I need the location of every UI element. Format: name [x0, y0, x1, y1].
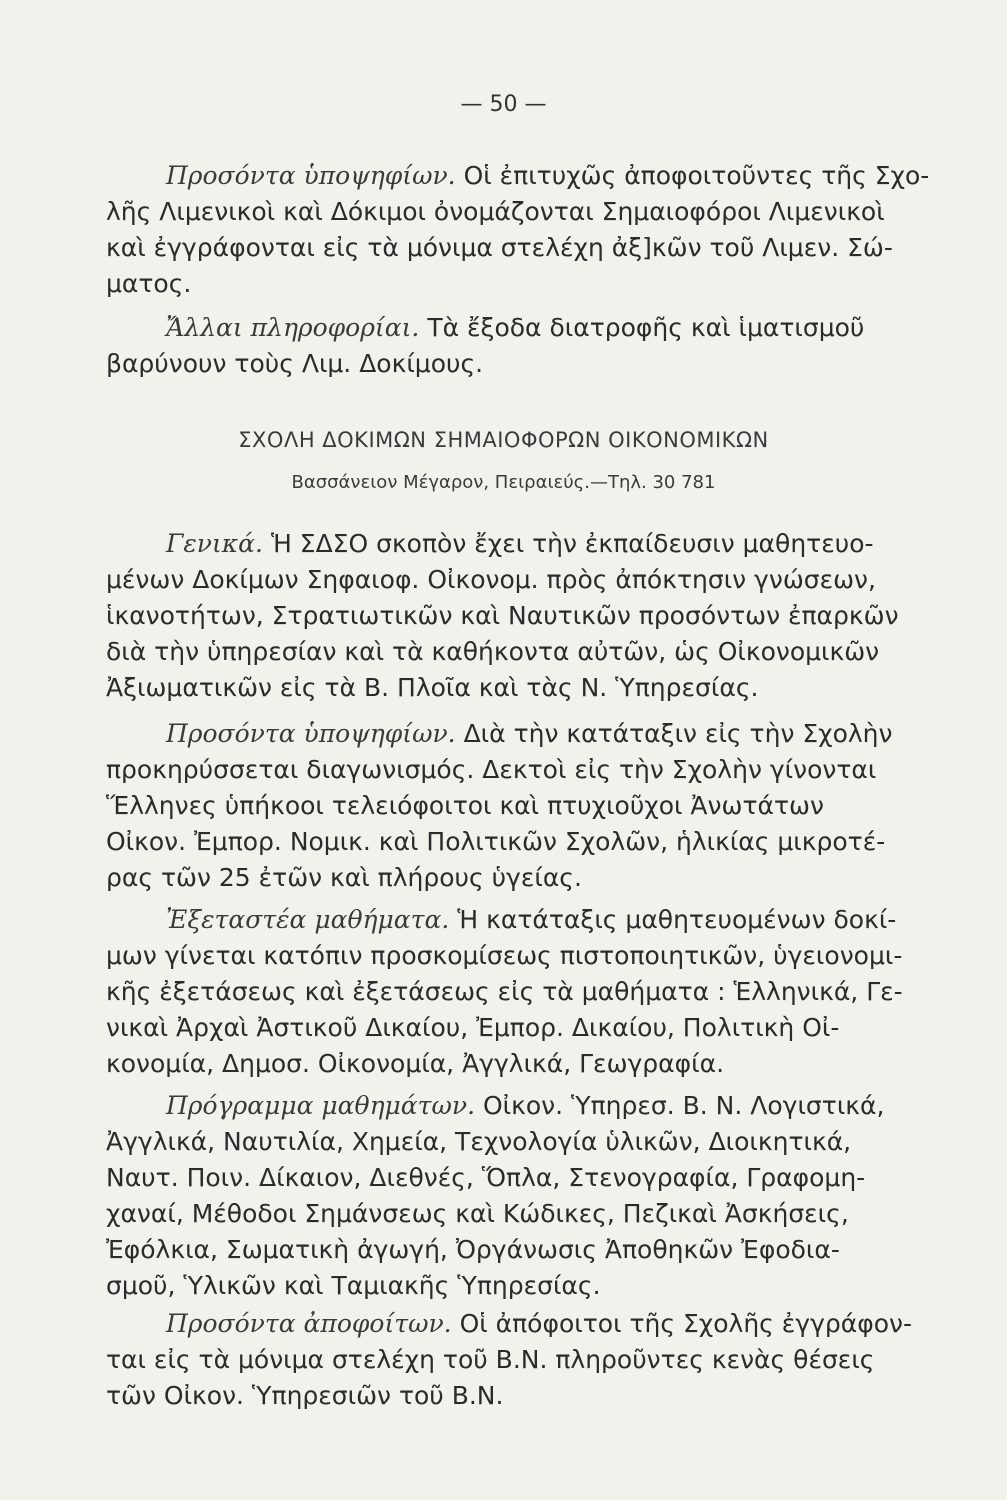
paragraph-line: Ἕλληνες ὑπήκοοι τελειόφοιτοι καὶ πτυχιοῦχοι Ἀνωτάτων: [106, 791, 824, 820]
paragraph-line: Ἀξιωματικῶν εἰς τὰ Β. Πλοῖα καὶ τὰς Ν. Ὑπηρεσίας.: [106, 673, 759, 702]
school-title: ΣΧΟΛΗ ΔΟΚΙΜΩΝ ΣΗΜΑΙΟΦΟΡΩΝ ΟΙΚΟΝΟΜΙΚΩΝ: [238, 428, 769, 452]
paragraph-line: ρας τῶν 25 ἐτῶν καὶ πλήρους ὑγείας.: [106, 863, 582, 892]
paragraph-general: [106, 526, 964, 706]
paragraph-line: Οἰκον. Ἐμπορ. Νομικ. καὶ Πολιτικῶν Σχολῶν, ἡλικίας μικροτέ-: [106, 827, 886, 856]
paragraph-text: Οἱ ἐπιτυχῶς ἀποφοιτοῦντες τῆς Σχο-: [463, 161, 930, 190]
paragraph-line: ματος.: [106, 269, 192, 298]
paragraph-heading: Προσόντα ὑποψηφίων.: [166, 161, 456, 190]
paragraph-heading: Πρόγραμμα μαθημάτων.: [166, 1091, 476, 1120]
paragraph-line: Ναυτ. Ποιν. Δίκαιον, Διεθνές, Ὅπλα, Στενογραφία, Γραφομη-: [106, 1163, 866, 1192]
paragraph-heading: Προσόντα ὑποψηφίων.: [166, 719, 456, 748]
paragraph-line: μένων Δοκίμων Σηφαιοφ. Οἰκονομ. πρὸς ἀπόκτησιν γνώσεων,: [106, 565, 876, 594]
paragraph-heading: Ἄλλαι πληροφορίαι.: [166, 313, 420, 342]
paragraph-text: Ἡ ΣΔΣΟ σκοπὸν ἔχει τὴν ἐκπαίδευσιν μαθητευο-: [270, 529, 874, 558]
paragraph-first-line: [106, 158, 964, 194]
paragraph-first-line: [106, 716, 964, 752]
paragraph-first-line: [106, 1306, 964, 1342]
paragraph-line: λῆς Λιμενικοὶ καὶ Δόκιμοι ὀνομάζονται Σημαιοφόροι Λιμενικοὶ: [106, 197, 885, 226]
paragraph-line: κονομία, Δημοσ. Οἰκονομία, Ἀγγλικά, Γεωγραφία.: [106, 1049, 725, 1078]
paragraph-first-line: [106, 902, 964, 938]
paragraph-line: κῆς ἐξετάσεως καὶ ἐξετάσεως εἰς τὰ μαθήματα : Ἑλληνικά, Γε-: [106, 977, 903, 1006]
school-address: Βασσάνειον Μέγαρον, Πειραιεύς.—Τηλ. 30 781: [291, 472, 716, 493]
paragraph-line: ἱκανοτήτων, Στρατιωτικῶν καὶ Ναυτικῶν προσόντων ἐπαρκῶν: [106, 601, 899, 630]
page-number: — 50 —: [460, 92, 547, 117]
paragraph-line: νικαὶ Ἀρχαὶ Ἀστικοῦ Δικαίου, Ἐμπορ. Δικαίου, Πολιτικὴ Οἰ-: [106, 1013, 840, 1042]
paragraph-line: διὰ τὴν ὑπηρεσίαν καὶ τὰ καθήκοντα αὐτῶν, ὡς Οἰκονομικῶν: [106, 637, 880, 666]
paragraph-school-candidate-qualifications: [106, 716, 964, 896]
paragraph-heading: Ἐξεταστέα μαθήματα.: [166, 905, 450, 934]
paragraph-line: σμοῦ, Ὑλικῶν καὶ Ταμιακῆς Ὑπηρεσίας.: [106, 1271, 601, 1300]
paragraph-first-line: [106, 526, 964, 562]
paragraph-graduate-qualifications: [106, 1306, 964, 1414]
paragraph-line: καὶ ἐγγράφονται εἰς τὰ μόνιμα στελέχη ἀξ]κῶν τοῦ Λιμεν. Σώ-: [106, 233, 893, 262]
paragraph-line: μων γίνεται κατόπιν προσκομίσεως πιστοποιητικῶν, ὑγειονομι-: [106, 941, 903, 970]
paragraph-first-line: [106, 310, 964, 346]
paragraph-text: Διὰ τὴν κατάταξιν εἰς τὴν Σχολὴν: [463, 719, 893, 748]
paragraph-line: προκηρύσσεται διαγωνισμός. Δεκτοὶ εἰς τὴν Σχολὴν γίνονται: [106, 755, 877, 784]
paragraph-text: Οἰκον. Ὑπηρεσ. Β. Ν. Λογιστικά,: [483, 1091, 885, 1120]
paragraph-other-information: [106, 310, 964, 382]
paragraph-line: βαρύνουν τοὺς Λιμ. Δοκίμους.: [106, 349, 484, 378]
paragraph-first-line: [106, 1088, 964, 1124]
paragraph-line: χαναί, Μέθοδοι Σημάνσεως καὶ Κώδικες, Πεζικαὶ Ἀσκήσεις,: [106, 1199, 849, 1228]
paragraph-line: τῶν Οἰκον. Ὑπηρεσιῶν τοῦ Β.Ν.: [106, 1381, 504, 1410]
paragraph-text: Τὰ ἔξοδα διατροφῆς καὶ ἱματισμοῦ: [427, 313, 865, 342]
paragraph-line: Ἐφόλκια, Σωματικὴ ἀγωγή, Ὀργάνωσις Ἀποθηκῶν Ἐφοδια-: [106, 1235, 840, 1264]
paragraph-text: Οἱ ἀπόφοιτοι τῆς Σχολῆς ἐγγράφον-: [459, 1309, 913, 1338]
paragraph-text: Ἡ κατάταξις μαθητευομένων δοκί-: [457, 905, 897, 934]
paragraph-heading: Προσόντα ἀποφοίτων.: [166, 1309, 452, 1338]
paragraph-curriculum: [106, 1088, 964, 1304]
paragraph-line: Ἀγγλικά, Ναυτιλία, Χημεία, Τεχνολογία ὑλικῶν, Διοικητικά,: [106, 1127, 852, 1156]
paragraph-examined-subjects: [106, 902, 964, 1082]
paragraph-candidate-qualifications: [106, 158, 964, 302]
paragraph-heading: Γενικά.: [166, 529, 263, 558]
paragraph-line: ται εἰς τὰ μόνιμα στελέχη τοῦ Β.Ν. πληροῦντες κενὰς θέσεις: [106, 1345, 875, 1374]
